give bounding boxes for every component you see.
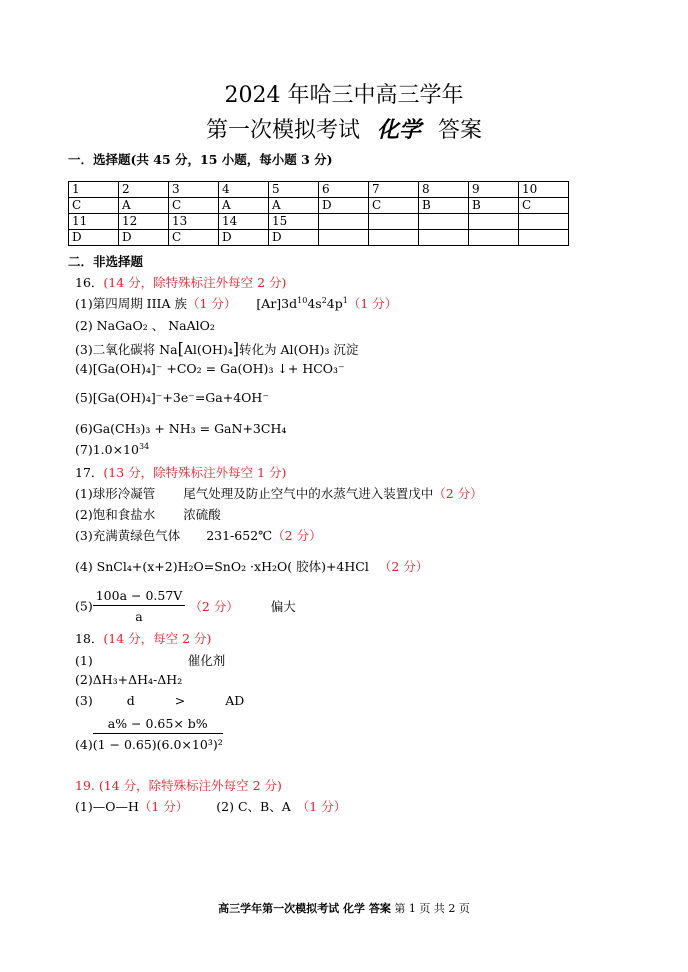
- table-cell: [369, 214, 419, 230]
- table-cell: D: [219, 230, 269, 246]
- q16-part5: (5)[Ga(OH)₄]⁻+3e⁻=Ga+4OH⁻: [75, 390, 269, 405]
- table-cell: [419, 214, 469, 230]
- footer-page: 第 1 页 共 2 页: [394, 902, 470, 915]
- q16-part7: $(7)1.0\times 10^{34}$: [75, 441, 150, 457]
- q18-part3: (3) d > AD: [75, 693, 245, 708]
- table-cell: B: [469, 198, 519, 214]
- table-cell: D: [319, 198, 369, 214]
- table-cell: B: [419, 198, 469, 214]
- q18-heading: [75, 629, 211, 647]
- footer-title: 高三学年第一次模拟考试 化学 答案: [218, 902, 391, 915]
- q18-part4-fraction: $\frac{a\% - 0.65\times b\%}{\text{(1 − 0.65)(6.0×10³)²}}$: [92, 716, 223, 752]
- q17-part5: (5) $\frac{100a - 0.57V}{a}$ （2 分） 偏大: [75, 588, 296, 624]
- q16-part6: (6)Ga(CH₃)₃ + NH₃ = GaN+3CH₄: [75, 421, 287, 436]
- q16-part4: (4)[Ga(OH)₄]⁻ +CO₂ = Ga(OH)₃ ↓+ HCO₃⁻: [75, 361, 345, 376]
- document-title: 2024 年哈三中高三学年: [224, 83, 464, 108]
- table-cell: 5: [269, 182, 319, 198]
- q18-number: 18．: [75, 631, 104, 646]
- table-cell: D: [269, 230, 319, 246]
- table-cell: A: [119, 198, 169, 214]
- table-row: [69, 182, 569, 198]
- answer-table: [68, 181, 569, 246]
- table-cell: D: [119, 230, 169, 246]
- table-cell: 11: [69, 214, 119, 230]
- q17-note: (13 分，除特殊标注外每空 1 分): [103, 465, 287, 480]
- table-cell: [469, 214, 519, 230]
- q16-part2: (2) NaGaO₂ 、 NaAlO₂: [75, 318, 215, 333]
- q16-part1-answer: (1)第四周期 IIIA 族: [75, 296, 187, 311]
- table-cell: [319, 214, 369, 230]
- document-subtitle: [0, 113, 688, 144]
- table-cell: [419, 230, 469, 246]
- q18-part1: (1) 催化剂: [75, 653, 226, 668]
- table-cell: 13: [169, 214, 219, 230]
- table-cell: 9: [469, 182, 519, 198]
- table-cell: 3: [169, 182, 219, 198]
- q16-part1-config: $[Ar]3d^{10}4s^24p^1$: [256, 295, 348, 311]
- subtitle-exam: 第一次模拟考试: [205, 118, 360, 143]
- table-cell: C: [169, 198, 219, 214]
- table-cell: 15: [269, 214, 319, 230]
- table-row: [69, 230, 569, 246]
- q16-part1-points: （1 分）: [187, 296, 237, 311]
- table-cell: [319, 230, 369, 246]
- q18-part2: (2)ΔH₃+ΔH₄-ΔH₂: [75, 672, 183, 687]
- q19-heading: 19. (14 分，除特殊标注外每空 2 分): [75, 778, 282, 793]
- table-cell: 7: [369, 182, 419, 198]
- q16-note: (14 分，除特殊标注外每空 2 分): [103, 275, 287, 290]
- table-cell: C: [169, 230, 219, 246]
- q16-part3-complex: Al(OH)₄: [183, 342, 233, 357]
- table-cell: [519, 230, 569, 246]
- table-row: [69, 198, 569, 214]
- q17-part4: (4) SnCl₄+(x+2)H₂O=SnO₂ ·xH₂O( 胶体)+4HCl （2 分）: [75, 559, 429, 574]
- section1-heading: 一．选择题(共 45 分，15 小题，每小题 3 分): [68, 152, 333, 167]
- q17-part1: (1)球形冷凝管 尾气处理及防止空气中的水蒸气进入装置戊中（2 分）: [75, 486, 483, 501]
- q17-part2: (2)饱和食盐水 浓硫酸: [75, 507, 221, 522]
- table-cell: A: [219, 198, 269, 214]
- q16-part1-points2: （1 分）: [347, 296, 398, 311]
- table-cell: [469, 230, 519, 246]
- page-footer: [0, 900, 688, 916]
- table-cell: 4: [219, 182, 269, 198]
- table-cell: 10: [519, 182, 569, 198]
- subtitle-subject: 化学: [376, 117, 421, 143]
- q17-heading: [75, 463, 286, 481]
- q16-number: 16．: [75, 275, 104, 290]
- table-cell: 14: [219, 214, 269, 230]
- q16-part1: [75, 294, 397, 312]
- subtitle-answer: 答案: [438, 118, 483, 143]
- table-cell: 8: [419, 182, 469, 198]
- section2-heading: 二．非选择题: [68, 254, 144, 269]
- table-cell: [369, 230, 419, 246]
- q16-part3: (3)二氧化碳将 Na[Al(OH)₄]转化为 Al(OH)₃ 沉淀: [75, 339, 359, 358]
- table-cell: 6: [319, 182, 369, 198]
- q18-part4: (4) $\frac{a\% - 0.65\times b\%}{\text{(1 − 0.65)(6.0×10³)²}}$: [75, 716, 223, 752]
- table-row: [69, 214, 569, 230]
- q17-part3: (3)充满黄绿色气体 231-652℃（2 分）: [75, 528, 322, 543]
- table-cell: D: [69, 230, 119, 246]
- table-cell: C: [369, 198, 419, 214]
- q17-number: 17．: [75, 465, 104, 480]
- table-cell: C: [519, 198, 569, 214]
- q17-part5-fraction: $\frac{100a - 0.57V}{a}$: [93, 588, 186, 624]
- table-cell: C: [69, 198, 119, 214]
- q19-part1: (1)—O—H（1 分） (2) C、B、A （1 分）: [75, 799, 347, 814]
- table-cell: 2: [119, 182, 169, 198]
- q16-heading: [75, 273, 286, 291]
- table-cell: 12: [119, 214, 169, 230]
- table-cell: 1: [69, 182, 119, 198]
- table-cell: [519, 214, 569, 230]
- table-cell: A: [269, 198, 319, 214]
- q18-note: (14 分，每空 2 分): [103, 631, 212, 646]
